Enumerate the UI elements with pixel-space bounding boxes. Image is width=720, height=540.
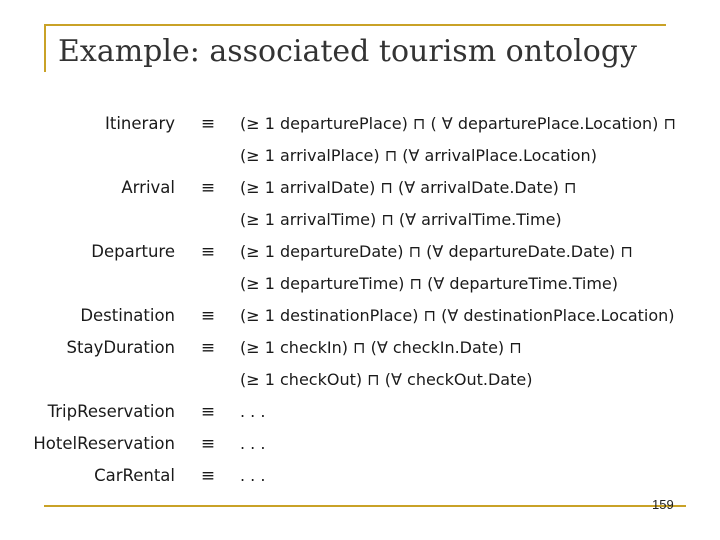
definition-row: [0, 210, 720, 240]
concept-definition: (≥ 1 departurePlace) ⊓ ( ∀ departurePlace.Location) ⊓: [240, 114, 676, 133]
equivalence-symbol: ≡: [200, 402, 216, 422]
definition-row: [0, 178, 720, 208]
equivalence-symbol: ≡: [200, 466, 216, 486]
definition-row: [0, 242, 720, 272]
concept-name: StayDuration: [66, 338, 175, 357]
concept-name: TripReservation: [47, 402, 175, 421]
page-number: 159: [652, 497, 674, 512]
concept-definition: . . .: [240, 402, 266, 421]
concept-definition: . . .: [240, 466, 266, 485]
definition-row: [0, 306, 720, 336]
concept-name: CarRental: [94, 466, 175, 485]
concept-definition: (≥ 1 departureDate) ⊓ (∀ departureDate.Date) ⊓: [240, 242, 633, 261]
definition-row: [0, 370, 720, 400]
concept-name: Destination: [80, 306, 175, 325]
frame-bottom-rule: [44, 505, 686, 507]
definition-row: [0, 146, 720, 176]
slide-title: Example: associated tourism ontology: [58, 34, 637, 69]
concept-name: Departure: [91, 242, 175, 261]
concept-definition: (≥ 1 arrivalDate) ⊓ (∀ arrivalDate.Date) ⊓: [240, 178, 577, 197]
definition-row: [0, 402, 720, 432]
concept-definition: (≥ 1 departureTime) ⊓ (∀ departureTime.Time): [240, 274, 619, 293]
concept-definition: (≥ 1 arrivalTime) ⊓ (∀ arrivalTime.Time): [240, 210, 562, 229]
definition-row: [0, 434, 720, 464]
definition-row: [0, 114, 720, 144]
concept-definition: (≥ 1 arrivalPlace) ⊓ (∀ arrivalPlace.Location): [240, 146, 597, 165]
concept-name: Arrival: [121, 178, 175, 197]
concept-name: HotelReservation: [33, 434, 175, 453]
concept-definition: . . .: [240, 434, 266, 453]
equivalence-symbol: ≡: [200, 306, 216, 326]
equivalence-symbol: ≡: [200, 114, 216, 134]
definition-row: [0, 466, 720, 496]
equivalence-symbol: ≡: [200, 242, 216, 262]
definition-row: [0, 338, 720, 368]
concept-definition: (≥ 1 checkOut) ⊓ (∀ checkOut.Date): [240, 370, 533, 389]
definition-row: [0, 274, 720, 304]
equivalence-symbol: ≡: [200, 338, 216, 358]
concept-definition: (≥ 1 checkIn) ⊓ (∀ checkIn.Date) ⊓: [240, 338, 522, 357]
concept-definition: (≥ 1 destinationPlace) ⊓ (∀ destinationPlace.Location): [240, 306, 675, 325]
equivalence-symbol: ≡: [200, 434, 216, 454]
equivalence-symbol: ≡: [200, 178, 216, 198]
concept-name: Itinerary: [105, 114, 175, 133]
